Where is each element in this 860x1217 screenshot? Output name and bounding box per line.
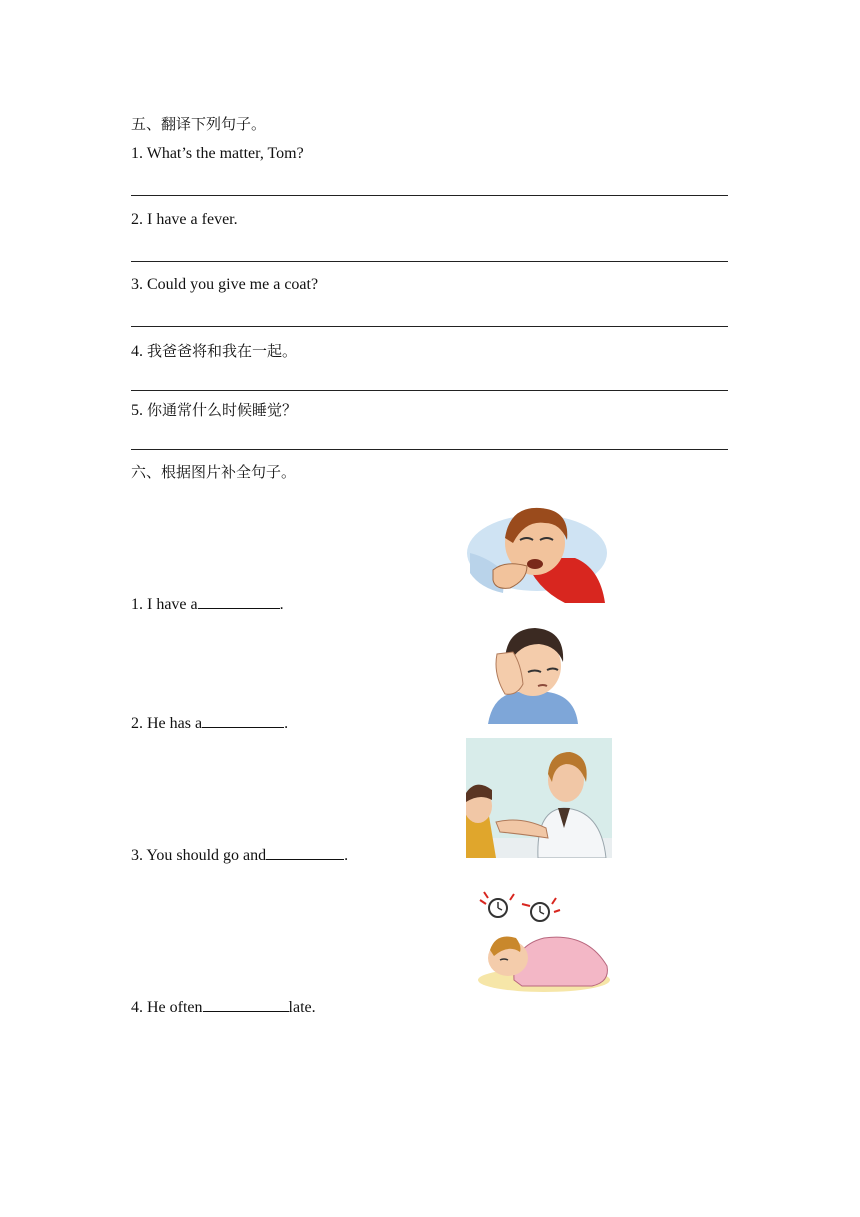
answer-line-3[interactable] — [131, 326, 728, 327]
translate-item-3 — [131, 276, 318, 294]
item-text-after: . — [344, 847, 349, 864]
fill-blank-4[interactable] — [203, 997, 289, 1012]
fill-item-3 — [131, 845, 348, 865]
item-text-after: late. — [288, 999, 316, 1016]
section6-title: 六、根据图片补全句子。 — [131, 463, 297, 481]
oversleeping-boy-icon — [472, 886, 615, 1002]
item-text: 你通常什么时候睡觉？ — [147, 401, 298, 419]
answer-line-1[interactable] — [131, 195, 728, 196]
coughing-boy-icon — [465, 498, 610, 606]
item-text: Could you give me a coat? — [147, 276, 319, 293]
item-text-before: I have a — [147, 596, 198, 613]
translate-item-1 — [131, 145, 304, 163]
item-number: 4. — [131, 343, 143, 360]
item-text-after: . — [284, 715, 289, 732]
answer-line-4[interactable] — [131, 390, 728, 391]
item-text-before: He has a — [147, 715, 203, 732]
item-text: I have a fever. — [147, 211, 238, 228]
item-text-before: You should go and — [146, 847, 267, 864]
headache-boy-icon — [483, 624, 579, 726]
item-text: What’s the matter, Tom? — [146, 145, 304, 162]
translate-item-2 — [131, 211, 238, 229]
item-number: 2. — [131, 715, 143, 732]
item-number: 2. — [131, 211, 143, 228]
answer-line-2[interactable] — [131, 261, 728, 262]
item-text-after: . — [279, 596, 284, 613]
item-number: 3. — [131, 847, 143, 864]
fill-blank-2[interactable] — [202, 713, 284, 728]
fill-blank-3[interactable] — [266, 845, 344, 860]
fill-item-2 — [131, 713, 288, 733]
item-text-before: He often — [147, 999, 203, 1016]
translate-item-5 — [131, 399, 297, 420]
fill-blank-1[interactable] — [198, 594, 280, 609]
item-text: 我爸爸将和我在一起。 — [147, 342, 298, 360]
section5-title: 五、翻译下列句子。 — [131, 115, 267, 133]
translate-item-4 — [131, 340, 297, 361]
fill-item-1 — [131, 594, 284, 614]
doctor-patient-icon — [466, 738, 612, 858]
item-number: 5. — [131, 402, 143, 419]
item-number: 1. — [131, 145, 143, 162]
item-number: 3. — [131, 276, 143, 293]
item-number: 4. — [131, 999, 143, 1016]
answer-line-5[interactable] — [131, 449, 728, 450]
item-number: 1. — [131, 596, 143, 613]
fill-item-4 — [131, 997, 316, 1017]
